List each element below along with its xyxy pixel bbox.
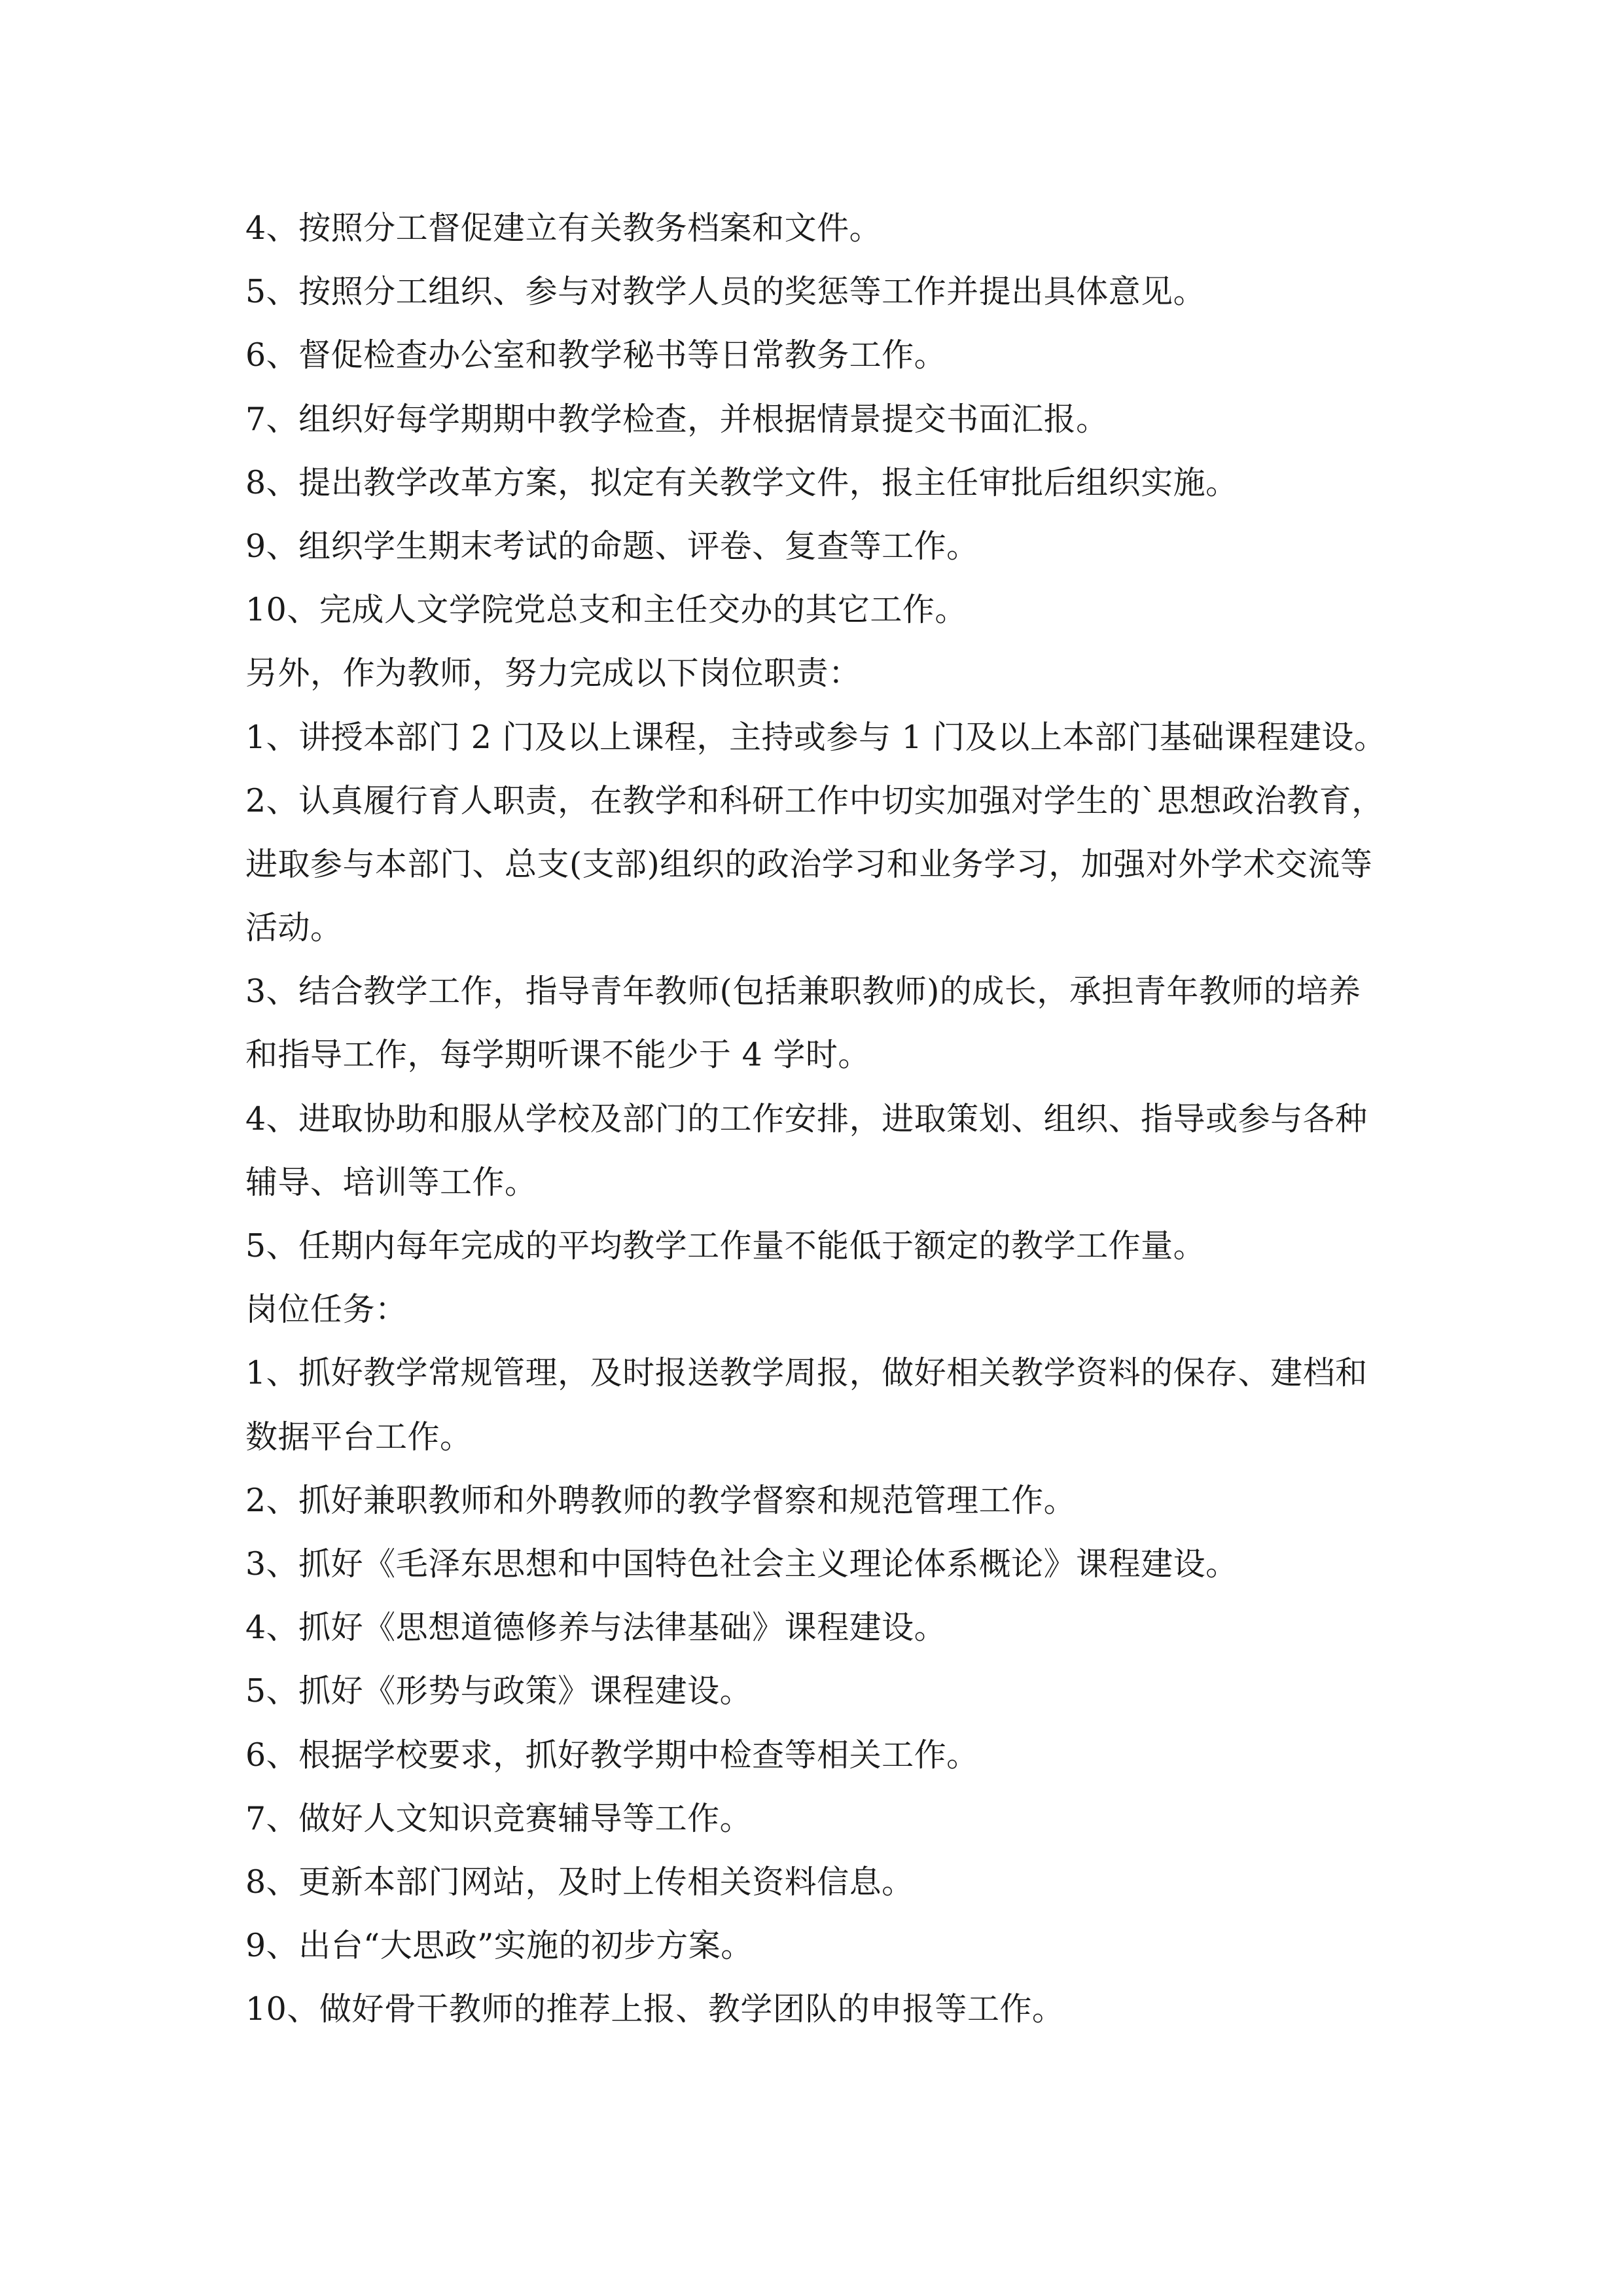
text-line: 7、组织好每学期期中教学检查，并根据情景提交书面汇报。 bbox=[245, 400, 1109, 438]
section-heading: 岗位任务： bbox=[245, 1291, 408, 1329]
text-line: 9、组织学生期末考试的命题、评卷、复查等工作。 bbox=[245, 527, 979, 565]
section-heading: 另外，作为教师，努力完成以下岗位职责： bbox=[245, 655, 861, 692]
text-line: 8、更新本部门网站，及时上传相关资料信息。 bbox=[245, 1863, 914, 1901]
text-line: 数据平台工作。 bbox=[245, 1418, 473, 1456]
text-line: 10、完成人文学院党总支和主任交办的其它工作。 bbox=[245, 591, 967, 629]
text-line: 7、做好人文知识竞赛辅导等工作。 bbox=[245, 1799, 753, 1837]
text-line: 6、根据学校要求，抓好教学期中检查等相关工作。 bbox=[245, 1736, 979, 1774]
document-body bbox=[245, 196, 1387, 2041]
text-line: 3、结合教学工作，指导青年教师(包括兼职教师)的成长，承担青年教师的培养 bbox=[245, 973, 1361, 1011]
text-line: 5、抓好《形势与政策》课程建设。 bbox=[245, 1672, 753, 1710]
text-line: 3、抓好《毛泽东思想和中国特色社会主义理论体系概论》课程建设。 bbox=[245, 1545, 1238, 1583]
text-line: 1、讲授本部门 2 门及以上课程，主持或参与 1 门及以上本部门基础课程建设。 bbox=[245, 718, 1387, 756]
text-line: 6、督促检查办公室和教学秘书等日常教务工作。 bbox=[245, 336, 947, 374]
text-line: 9、出台“大思政”实施的初步方案。 bbox=[245, 1927, 753, 1965]
text-line: 2、抓好兼职教师和外聘教师的教学督察和规范管理工作。 bbox=[245, 1481, 1077, 1519]
text-line: 2、认真履行育人职责，在教学和科研工作中切实加强对学生的`思想政治教育， bbox=[245, 781, 1384, 819]
text-line: 4、抓好《思想道德修养与法律基础》课程建设。 bbox=[245, 1609, 947, 1647]
text-line: 和指导工作，每学期听课不能少于 4 学时。 bbox=[245, 1036, 870, 1074]
text-line: 辅导、培训等工作。 bbox=[245, 1163, 537, 1201]
text-line: 8、提出教学改革方案，拟定有关教学文件，报主任审批后组织实施。 bbox=[245, 463, 1238, 501]
text-line: 活动。 bbox=[245, 909, 343, 947]
text-line: 1、抓好教学常规管理，及时报送教学周报，做好相关教学资料的保存、建档和 bbox=[245, 1354, 1368, 1392]
text-line: 4、进取协助和服从学校及部门的工作安排，进取策划、组织、指导或参与各种 bbox=[245, 1100, 1368, 1138]
text-line: 进取参与本部门、总支(支部)组织的政治学习和业务学习，加强对外学术交流等 bbox=[245, 845, 1373, 883]
text-line: 5、按照分工组织、参与对教学人员的奖惩等工作并提出具体意见。 bbox=[245, 273, 1206, 311]
text-line: 10、做好骨干教师的推荐上报、教学团队的申报等工作。 bbox=[245, 1990, 1065, 2028]
text-line: 4、按照分工督促建立有关教务档案和文件。 bbox=[245, 209, 882, 247]
text-line: 5、任期内每年完成的平均教学工作量不能低于额定的教学工作量。 bbox=[245, 1227, 1206, 1265]
